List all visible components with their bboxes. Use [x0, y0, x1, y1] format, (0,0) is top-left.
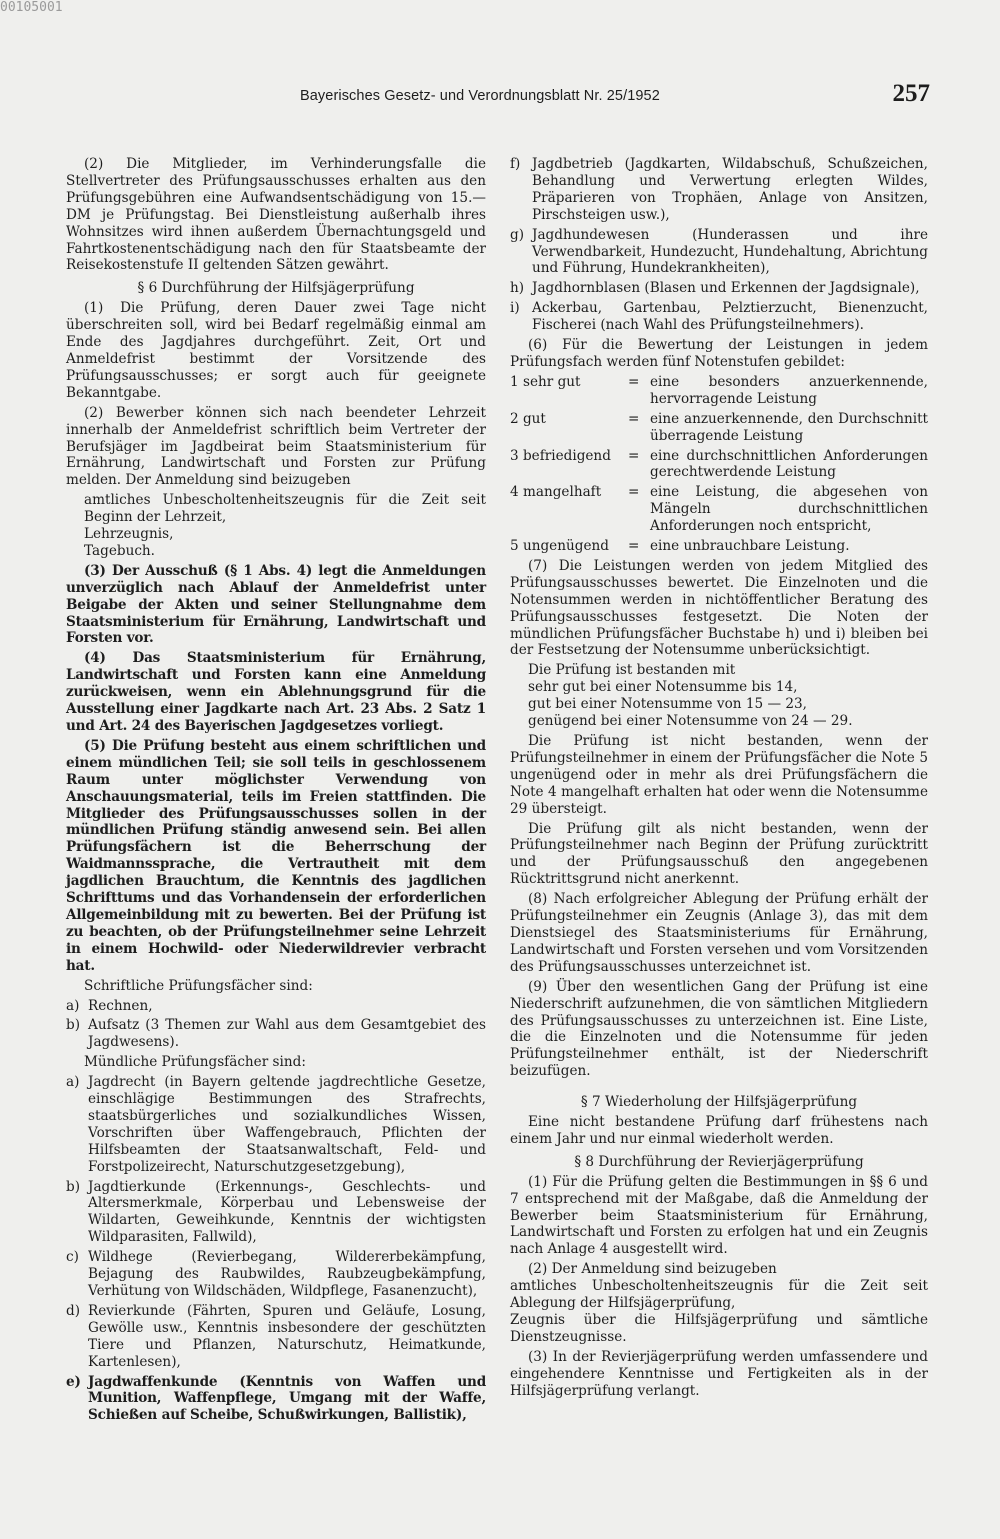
list-label: d) [66, 1302, 81, 1319]
section-heading-7: § 7 Wiederholung der Hilfsjägerprüfung [580, 1094, 858, 1111]
section-heading-8: § 8 Durchführung der Revierjägerprüfung [574, 1153, 864, 1170]
score-list [510, 679, 928, 730]
grade-label: 3 befriedigend [510, 447, 611, 464]
paragraph: Die Prüfung ist bestanden mit [528, 662, 736, 679]
list-text: Wildhege (Revierbegang, Wildererbekämpfung, Bejagung des Raubwildes, Raubzeugbekämpfung, Verhütung von Wildschäden, Wildpflege, Fasanenzucht), [88, 1249, 486, 1299]
score-item: sehr gut bei einer Notensumme bis 14, [528, 679, 798, 696]
list-label: c) [66, 1249, 79, 1266]
subsection-intro: Mündliche Prüfungsfächer sind: [84, 1054, 306, 1071]
paragraph: (2) Bewerber können sich nach beendeter Lehrzeit innerhalb der Anmeldefrist schriftlich beim Vertreter der Berufsjäger im Jagdbeirat beim Staatsministerium für Ernährung, Landwirtschaft und Forsten zur Prüfung melden. Der Anmeldung sind beizugeben [66, 404, 486, 489]
grade-row [510, 484, 928, 535]
score-item: gut bei einer Notensumme von 15 — 23, [528, 696, 807, 713]
grade-description: eine durchschnittlichen Anforderungen gerechtwerdende Leistung [650, 447, 928, 481]
grade-equals: = [628, 410, 640, 427]
grade-label: 2 gut [510, 410, 546, 427]
header-title: Bayerisches Gesetz- und Verordnungsblatt Nr. 25/1952 [300, 88, 660, 104]
paragraph: (4) Das Staatsministerium für Ernährung, Landwirtschaft und Forsten kann eine Anmeldung zurückweisen, wenn ein Ablehnungsgrund für die Ausstellung einer Jagdkarte nach Art. 23 Abs. 2 Satz 1 und Art. 24 des Bayerischen Jagdgesetzes vorliegt. [66, 650, 486, 734]
grade-equals: = [628, 484, 640, 501]
left-column [66, 156, 486, 1427]
paragraph: (8) Nach erfolgreicher Ablegung der Prüfung erhält der Prüfungsteilnehmer ein Zeugnis (Anlage 3), das mit dem Dienstsiegel des Staatsministeriums für Ernährung, Landwirtschaft und Forsten versehen und vom Vorsitzenden des Prüfungsausschusses unterzeichnet ist. [510, 891, 928, 975]
grade-label: 5 ungenügend [510, 538, 609, 555]
grade-equals: = [628, 373, 640, 390]
list-item [66, 1179, 486, 1247]
list-text: Revierkunde (Fährten, Spuren und Geläufe, Losung, Gewölle usw., Kenntnis insbesondere der geschützten Tiere und Pflanzen, Naturschutz, Heimatkunde, Kartenlesen), [88, 1302, 486, 1370]
paragraph: (3) In der Revierjägerprüfung werden umfassendere und eingehendere Kenntnisse und Fertigkeiten als in der Hilfsjägerprüfung verlangt. [510, 1348, 928, 1399]
grade-description: eine unbrauchbare Leistung. [650, 538, 850, 555]
attachment-item: Zeugnis über die Hilfsjägerprüfung und sämtliche Dienstzeugnisse. [510, 1312, 928, 1345]
paragraph: (2) Die Mitglieder, im Verhinderungsfalle die Stellvertreter des Prüfungsausschusses erhalten aus den Prüfungsgebühren eine Aufwandsentschädigung von 15.— DM je Prüfungstag. Bei Dienstleistung außerhalb ihres Wohnsitzes wird ihnen außerdem Übernachtungsgeld und Fahrtkostenentschädigung nach den für Staatsbeamte der Reisekostenstufe II geltenden Sätzen gewährt. [66, 156, 486, 274]
paragraph: (6) Für die Bewertung der Leistungen in jedem Prüfungsfach werden fünf Notenstufen gebildet: [510, 337, 928, 370]
section-heading-6: § 6 Durchführung der Hilfsjägerprüfung [137, 280, 415, 297]
page-number: 257 [892, 80, 930, 107]
paragraph: Die Prüfung ist nicht bestanden, wenn der Prüfungsteilnehmer in einem der Prüfungsfächer die Note 5 ungenügend oder in mehr als drei Prüfungsfächern die Note 4 mangelhaft erhalten hat oder wenn die Notensumme 29 übersteigt. [510, 733, 928, 817]
list-text: Jagdhundewesen (Hunderassen und ihre Verwendbarkeit, Hundezucht, Hundehaltung, Abrichtung und Führung, Hundekrankheiten), [532, 226, 928, 277]
grade-row [510, 411, 928, 445]
paragraph: (3) Der Ausschuß (§ 1 Abs. 4) legt die Anmeldungen unverzüglich nach Ablauf der Anmeldefrist unter Beigabe der Akten und seiner Stellungnahme dem Staatsministerium für Ernährung, Landwirtschaft und Forsten vor. [66, 562, 486, 647]
grade-label: 1 sehr gut [510, 373, 581, 390]
list-text: Aufsatz (3 Themen zur Wahl aus dem Gesamtgebiet des Jagdwesens). [88, 1017, 486, 1051]
paragraph: (5) Die Prüfung besteht aus einem schriftlichen und einem mündlichen Teil; sie soll teils in geschlossenem Raum unter möglichster Verwendung von Anschauungsmaterial, teils im Freien stattfinden. Die Mitglieder des Prüfungsausschusses sollen in der mündlichen Prüfung ständig anwesend sein. Bei allen Prüfungsfächern ist die Beherrschung der Waidmannssprache, die Vertrautheit mit dem jagdlichen Brauchtum, die Kenntnis des jagdlichen Schrifttums und das Vorhandensein der erforderlichen Allgemeinbildung mit zu bewerten. Bei der Prüfung ist zu beachten, ob der Prüfungsteilnehmer seine Lehrzeit in einem Hochwild- oder Niederwildrevier verbracht hat. [66, 737, 486, 974]
grade-equals: = [628, 447, 640, 464]
list-item [510, 280, 928, 297]
grade-row [510, 374, 928, 408]
list-item [66, 1074, 486, 1175]
list-label: b) [66, 1178, 81, 1195]
list-label: e) [66, 1373, 81, 1390]
list-item [66, 1303, 486, 1371]
grade-description: eine besonders anzuerkennende, hervorragende Leistung [650, 373, 928, 407]
list-item [510, 156, 928, 224]
archive-stamp: 00105001 [0, 0, 63, 15]
score-item: genügend bei einer Notensumme von 24 — 29. [528, 713, 853, 730]
running-header [300, 80, 930, 118]
list-label: a) [66, 997, 80, 1014]
list-label: b) [66, 1017, 81, 1034]
paragraph: Eine nicht bestandene Prüfung darf frühestens nach einem Jahr und nur einmal wiederholt werden. [510, 1114, 928, 1147]
list-item [66, 1249, 486, 1300]
list-text: Jagdwaffenkunde (Kenntnis von Waffen und Munition, Waffenpflege, Umgang mit der Waffe, Schießen auf Scheibe, Schußwirkungen, Ballistik), [88, 1373, 486, 1424]
grade-row [510, 448, 928, 482]
grade-description: eine anzuerkennende, den Durchschnitt überragende Leistung [650, 410, 928, 444]
list-label: f) [510, 156, 521, 172]
grade-row [510, 538, 928, 555]
list-label: g) [510, 226, 525, 243]
list-text: Rechnen, [88, 997, 153, 1014]
attachment-item: amtliches Unbescholtenheitszeugnis für die Zeit seit Ablegung der Hilfsjägerprüfung, [510, 1278, 928, 1312]
list-text: Jagdtierkunde (Erkennungs-, Geschlechts- und Altersmerkmale, Körperbau und Lebensweise der Wildarten, Geweihkunde, Kenntnis der wichtigsten Wildparasiten, Fallwild), [88, 1178, 486, 1246]
list-label: a) [66, 1074, 80, 1091]
paragraph: (2) Der Anmeldung sind beizugeben [528, 1261, 777, 1278]
grade-description: eine Leistung, die abgesehen von Mängeln durchschnittlichen Anforderungen noch entspricht, [650, 484, 928, 535]
grade-equals: = [628, 538, 640, 555]
list-item [66, 1374, 486, 1425]
list-text: Jagdhornblasen (Blasen und Erkennen der Jagdsignale), [532, 280, 920, 297]
list-text: Jagdrecht (in Bayern geltende jagdrechtliche Gesetze, einschlägige Bestimmungen des Strafrechts, staatsbürgerliches und sozialkundliches Wissen, Vorschriften über Waffengebrauch, Pflichten der Hilfsbeamten der Staatsanwaltschaft, Feld- und Forstpolizeirecht, Naturschutzgesetzgebung), [88, 1074, 486, 1175]
list-text: Ackerbau, Gartenbau, Pelztierzucht, Bienenzucht, Fischerei (nach Wahl des Prüfungsteilnehmers). [532, 300, 928, 334]
paragraph: (1) Die Prüfung, deren Dauer zwei Tage nicht überschreiten soll, wird bei Bedarf regelmäßig einmal am Ende des Jagdjahres durchgeführt. Zeit, Ort und Anmeldefrist bestimmt der Vorsitzende des Prüfungsausschusses; er sorgt auch für geeignete Bekanntgabe. [66, 300, 486, 401]
list-item [510, 300, 928, 334]
attachment-item: Lehrzeugnis, [84, 526, 174, 543]
grade-label: 4 mangelhaft [510, 484, 602, 501]
right-column [510, 156, 928, 1403]
paragraph: (1) Für die Prüfung gelten die Bestimmungen in §§ 6 und 7 entsprechend mit der Maßgabe, daß die Anmeldung der Bewerber beim Staatsministerium für Ernährung, Landwirtschaft und Forsten zu erfolgen hat und ein Zeugnis nach Anlage 4 ausgestellt wird. [510, 1173, 928, 1258]
list-item [510, 227, 928, 278]
paragraph: (9) Über den wesentlichen Gang der Prüfung ist eine Niederschrift aufzunehmen, die von sämtlichen Mitgliedern des Prüfungsausschusses zu unterzeichnen ist. Eine Liste, die die Einzelnoten und die Notensumme für jeden Prüfungsteilnehmer enthält, ist der Niederschrift beizufügen. [510, 978, 928, 1080]
paragraph: Die Prüfung gilt als nicht bestanden, wenn der Prüfungsteilnehmer nach Beginn der Prüfung zurücktritt und der Prüfungsausschuß den angegebenen Rücktrittsgrund nicht anerkennt. [510, 820, 928, 888]
list-item [66, 998, 486, 1015]
list-label: h) [510, 280, 525, 297]
attachment-item: amtliches Unbescholtenheitszeugnis für die Zeit seit Beginn der Lehrzeit, [84, 492, 486, 526]
paragraph: (7) Die Leistungen werden von jedem Mitglied des Prüfungsausschusses bewertet. Die Einzelnoten und die Notensummen werden in nichtöffentlicher Beratung des Prüfungsausschusses festgesetzt. Die Noten der mündlichen Prüfungsfächer Buchstabe h) und i) bleiben bei der Festsetzung der Notensumme unberücksichtigt. [510, 557, 928, 659]
subsection-intro: Schriftliche Prüfungsfächer sind: [84, 977, 313, 994]
list-item [66, 1017, 486, 1051]
attachment-item: Tagebuch. [84, 542, 156, 559]
list-label: i) [510, 300, 520, 317]
list-text: Jagdbetrieb (Jagdkarten, Wildabschuß, Schußzeichen, Behandlung und Verwertung erlegten Wildes, Präparieren von Trophäen, Anlage von Ansitzen, Pirschsteigen usw.), [532, 156, 928, 223]
